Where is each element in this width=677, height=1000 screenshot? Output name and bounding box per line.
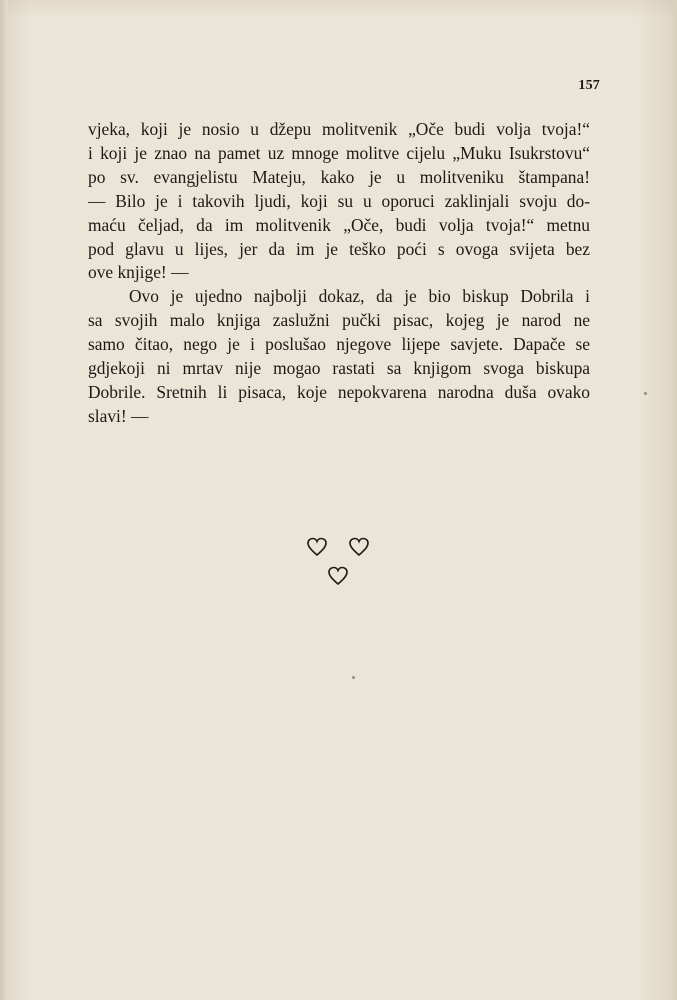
heart-icon — [348, 536, 370, 558]
text-line: i koji je znao na pamet uz mnoge molitve cijelu „Muku Isukrstovu“ — [88, 142, 590, 163]
text-line: samo čitao, nego je i poslušao njegove lijepe savjete. Dapače se — [88, 334, 590, 355]
heart-icon — [327, 565, 349, 587]
page-edge-shadow — [671, 0, 677, 1000]
body-text — [88, 118, 590, 429]
text-line: Dobrile. Sretnih li pisaca, koje nepokvarena narodna duša ovako — [88, 381, 590, 402]
three-hearts-icon — [300, 534, 380, 594]
paragraph-first-line: Ovo je ujedno najbolji dokaz, da je bio biskup Dobrila i — [129, 286, 590, 307]
text-line: slavi! — — [88, 405, 149, 426]
text-line: sa svojih malo knjiga zaslužni pučki pisac, kojeg je narod ne — [88, 310, 590, 331]
heart-icon — [306, 536, 328, 558]
text-line: maću čeljad, da im molitvenik „Oče, budi volja tvoja!“ metnu — [88, 214, 590, 235]
page-spine-shadow — [0, 0, 8, 1000]
text-line: pod glavu u lijes, jer da im je teško poći s ovoga svijeta bez — [88, 238, 590, 259]
text-line: po sv. evangjelistu Mateju, kako je u molitveniku štampana! — [88, 166, 590, 187]
paper-speck — [644, 392, 647, 395]
text-line: gdjekoji ni mrtav nije mogao rastati sa knjigom svoga biskupa — [88, 358, 590, 379]
page-number: 157 — [578, 78, 600, 93]
text-line: vjeka, koji je nosio u džepu molitvenik „Oče budi volja tvoja!“ — [88, 119, 590, 139]
paper-speck — [352, 676, 355, 679]
text-line: — Bilo je i takovih ljudi, koji su u oporuci zaklinjali svoju do- — [88, 190, 590, 211]
text-line: ove knjige! — — [88, 262, 189, 283]
